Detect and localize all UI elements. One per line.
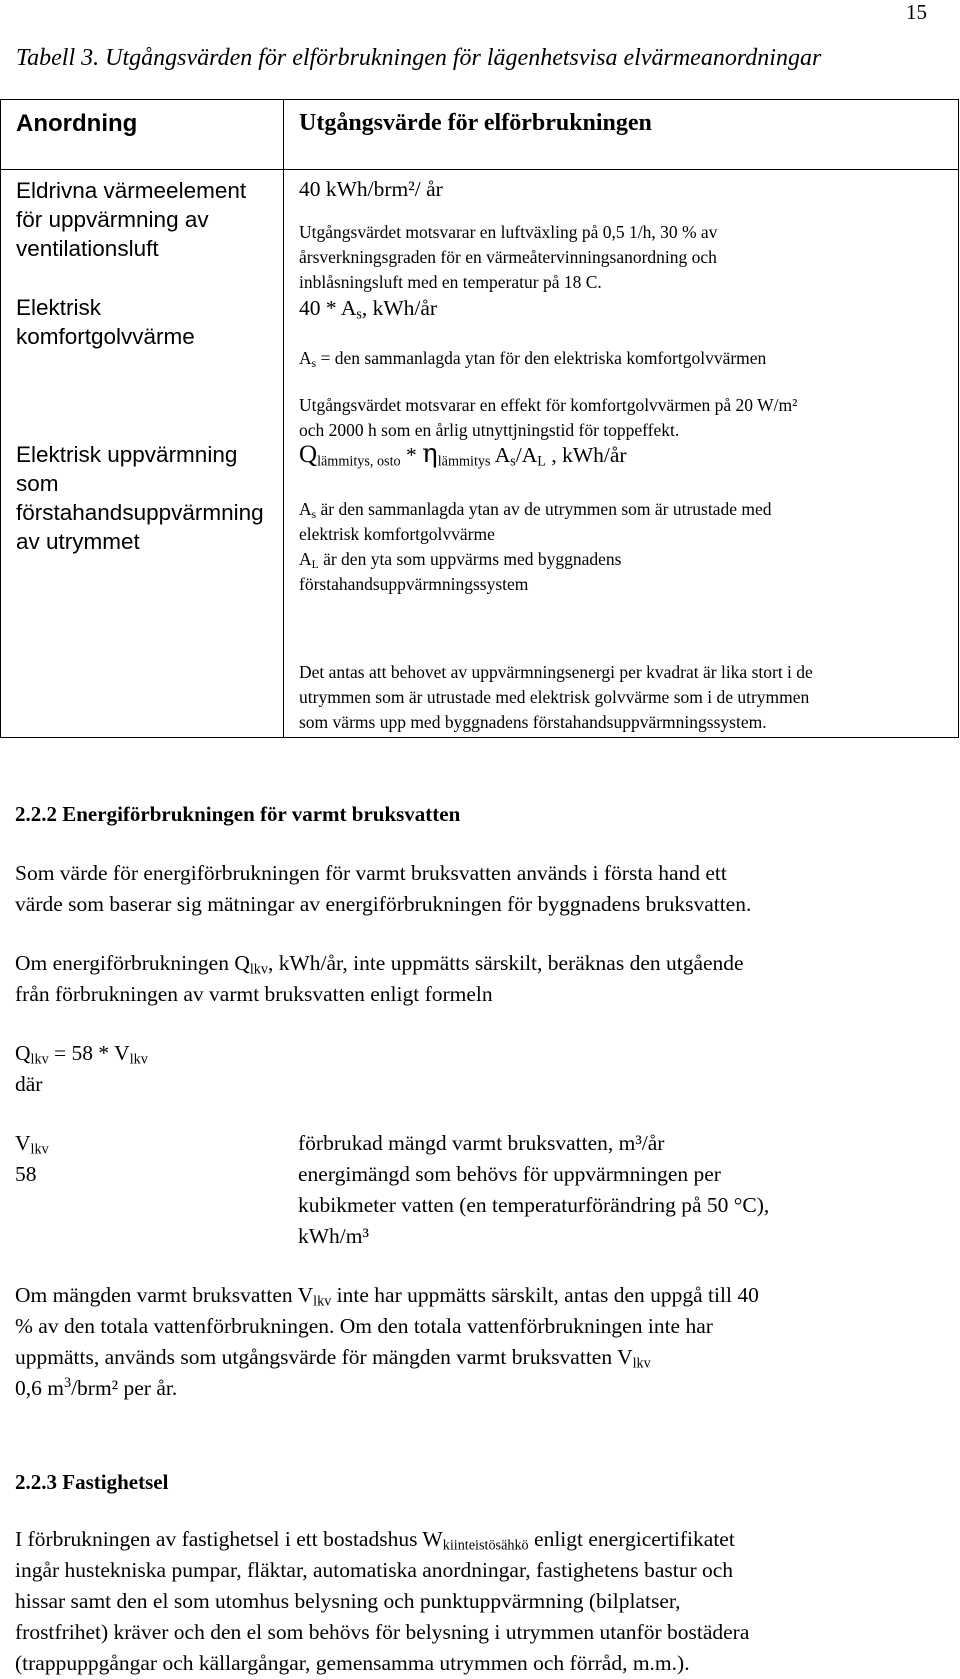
def-text: är den yta som uppvärms med byggnadens: [318, 549, 622, 569]
definition-line: kWh/m³: [298, 1224, 369, 1248]
symbol: 58: [15, 1162, 37, 1186]
definition-text: [298, 1159, 938, 1252]
definition-line: förbrukad mängd varmt bruksvatten, m³/år: [298, 1131, 665, 1155]
formula-block: [15, 1038, 955, 1100]
definition-symbol: [15, 1159, 275, 1190]
symbol: V: [15, 1131, 31, 1155]
row3-formula: [299, 441, 949, 468]
paragraph-line: Som värde för energiförbrukningen för varmt bruksvatten används i första hand ett: [15, 861, 727, 885]
row1-device-line: Eldrivna värmeelement: [16, 178, 247, 203]
row1-note-line: årsverkningsgraden för en värmeåtervinningsanordning och: [299, 247, 717, 267]
paragraph-text: I förbrukningen av fastighetsel i ett bostadshus W: [15, 1527, 443, 1551]
paragraph-line: frostfrihet) kräver och den el som behövs för belysning i utrymmen utanför bostädera: [15, 1620, 750, 1644]
header-device: Anordning: [16, 110, 138, 137]
paragraph-text: Om mängden varmt bruksvatten V: [15, 1283, 314, 1307]
paragraph-text: /brm² per år.: [71, 1376, 178, 1400]
formula-q: Q: [299, 441, 318, 468]
row2-note: [299, 393, 949, 443]
row1-note-line: Utgångsvärdet motsvarar en luftväxling på 0,5 1/h, 30 % av: [299, 222, 718, 242]
definition-line: energimängd som behövs för uppvärmningen per: [298, 1162, 721, 1186]
formula-q: Q: [15, 1041, 31, 1065]
row3-note: [299, 660, 949, 735]
subscript: lkv: [30, 1141, 49, 1158]
subscript: lkv: [30, 1051, 49, 1068]
row1-device-line: ventilationsluft: [16, 236, 159, 261]
table-caption: Tabell 3. Utgångsvärden för elförbrukningen för lägenhetsvisa elvärmeanordningar: [16, 45, 822, 71]
subscript: kiinteistösähkö: [442, 1537, 529, 1554]
row3-device: [16, 440, 278, 556]
definition-line: kubikmeter vatten (en temperaturförändring på 50 °C),: [298, 1193, 770, 1217]
row2-device-line: komfortgolvvärme: [16, 324, 195, 349]
row1-value: 40 kWh/brm²/ år: [299, 177, 443, 201]
formula-eta: η: [422, 439, 438, 469]
paragraph-line: ingår hustekniska pumpar, fläktar, automatiska anordningar, fastighetens bastur och: [15, 1558, 734, 1582]
subscript: lkv: [313, 1293, 332, 1310]
paragraph-text: uppmätts, används som utgångsvärde för mängden varmt bruksvatten V: [15, 1345, 633, 1369]
row1-device: [16, 176, 278, 263]
row3-note-line: utrymmen som är utrustade med elektrisk golvvärme som i de utrymmen: [299, 687, 810, 707]
row1-note: [299, 220, 949, 295]
row2-device-line: Elektrisk: [16, 295, 102, 320]
def-symbol: A: [299, 499, 312, 519]
row3-note-line: som värms upp med byggnadens förstahandsuppvärmningssystem.: [299, 712, 767, 732]
row1-device-line: för uppvärmning av: [16, 207, 209, 232]
definition-symbol: [15, 1128, 275, 1159]
formula-al-subscript: L: [537, 453, 546, 470]
formula-text: = 58 * V: [48, 1041, 130, 1065]
paragraph-line: värde som baserar sig mätningar av energiförbrukningen för byggnadens bruksvatten.: [15, 892, 752, 916]
definition-text: [298, 1128, 938, 1159]
paragraph: [15, 858, 955, 920]
paragraph-line: % av den totala vattenförbrukningen. Om den totala vattenförbrukningen inte har: [15, 1314, 713, 1338]
paragraph: [15, 1524, 955, 1679]
row3-note-line: Det antas att behovet av uppvärmningsenergi per kvadrat är lika stort i de: [299, 662, 813, 682]
row2-device: [16, 293, 278, 351]
row3-device-line: av utrymmet: [16, 529, 140, 554]
paragraph-text: enligt energicertifikatet: [528, 1527, 735, 1551]
paragraph: [15, 948, 955, 1010]
header-value: Utgångsvärde för elförbrukningen: [299, 110, 652, 136]
row3-device-line: som: [16, 471, 59, 496]
row1-note-line: inblåsningsluft med en temperatur på 18 C.: [299, 272, 602, 292]
formula-subscript: s: [356, 306, 362, 323]
formula-al: /A: [515, 443, 538, 467]
formula-as-subscript: s: [510, 453, 516, 470]
formula-operator: *: [400, 443, 423, 467]
section-heading: 2.2.3 Fastighetsel: [15, 1470, 169, 1494]
def-text: = den sammanlagda ytan för den elektriska komfortgolvvärmen: [316, 348, 767, 368]
paragraph-text: 0,6 m: [15, 1376, 64, 1400]
def-subscript: L: [311, 558, 319, 571]
def-symbol: A: [299, 348, 312, 368]
subscript: lkv: [632, 1355, 651, 1372]
formula-eta-subscript: lämmitys: [437, 453, 491, 470]
def-text: förstahandsuppvärmningssystem: [299, 574, 529, 594]
page-number: 15: [906, 0, 927, 24]
energy-table: [0, 99, 959, 738]
formula-unit: , kWh/år: [545, 443, 627, 467]
row2-note-line: Utgångsvärdet motsvarar en effekt för komfortgolvvärmen på 20 W/m²: [299, 395, 798, 415]
row2-note-line: och 2000 h som en årlig utnyttjningstid för toppeffekt.: [299, 420, 680, 440]
paragraph-line: (trappuppgångar och källargångar, gemensamma utrymmen och förråd, m.m.).: [15, 1651, 690, 1675]
def-symbol: A: [299, 549, 312, 569]
row3-def-as: [299, 497, 949, 597]
formula-unit: , kWh/år: [361, 296, 438, 320]
paragraph-text: Om energiförbrukningen Q: [15, 951, 250, 975]
paragraph-text: , kWh/år, inte uppmätts särskilt, beräknas den utgående: [268, 951, 744, 975]
formula-text: 40 * A: [299, 296, 357, 320]
superscript: 3: [63, 1375, 72, 1392]
def-text: elektrisk komfortgolvvärme: [299, 524, 495, 544]
subscript: lkv: [249, 961, 268, 978]
paragraph: [15, 1280, 955, 1404]
formula-q-subscript: lämmitys, osto: [317, 453, 401, 470]
row2-definition: [299, 346, 949, 371]
column-divider: [283, 100, 284, 737]
row3-device-line: Elektrisk uppvärmning: [16, 442, 238, 467]
header-divider: [1, 169, 958, 170]
def-subscript: s: [311, 508, 317, 521]
def-subscript: s: [311, 357, 317, 370]
formula-where: där: [15, 1072, 43, 1096]
def-text: är den sammanlagda ytan av de utrymmen som är utrustade med: [316, 499, 772, 519]
row3-device-line: förstahandsuppvärmning: [16, 500, 264, 525]
paragraph-text: inte har uppmätts särskilt, antas den uppgå till 40: [331, 1283, 759, 1307]
section-heading: 2.2.2 Energiförbrukningen för varmt bruksvatten: [15, 802, 461, 826]
paragraph-line: från förbrukningen av varmt bruksvatten enligt formeln: [15, 982, 493, 1006]
row2-formula: [299, 295, 949, 321]
subscript: lkv: [129, 1051, 148, 1068]
formula-as: A: [490, 443, 511, 467]
paragraph-line: hissar samt den el som utomhus belysning och punktuppvärmning (bilplatser,: [15, 1589, 681, 1613]
